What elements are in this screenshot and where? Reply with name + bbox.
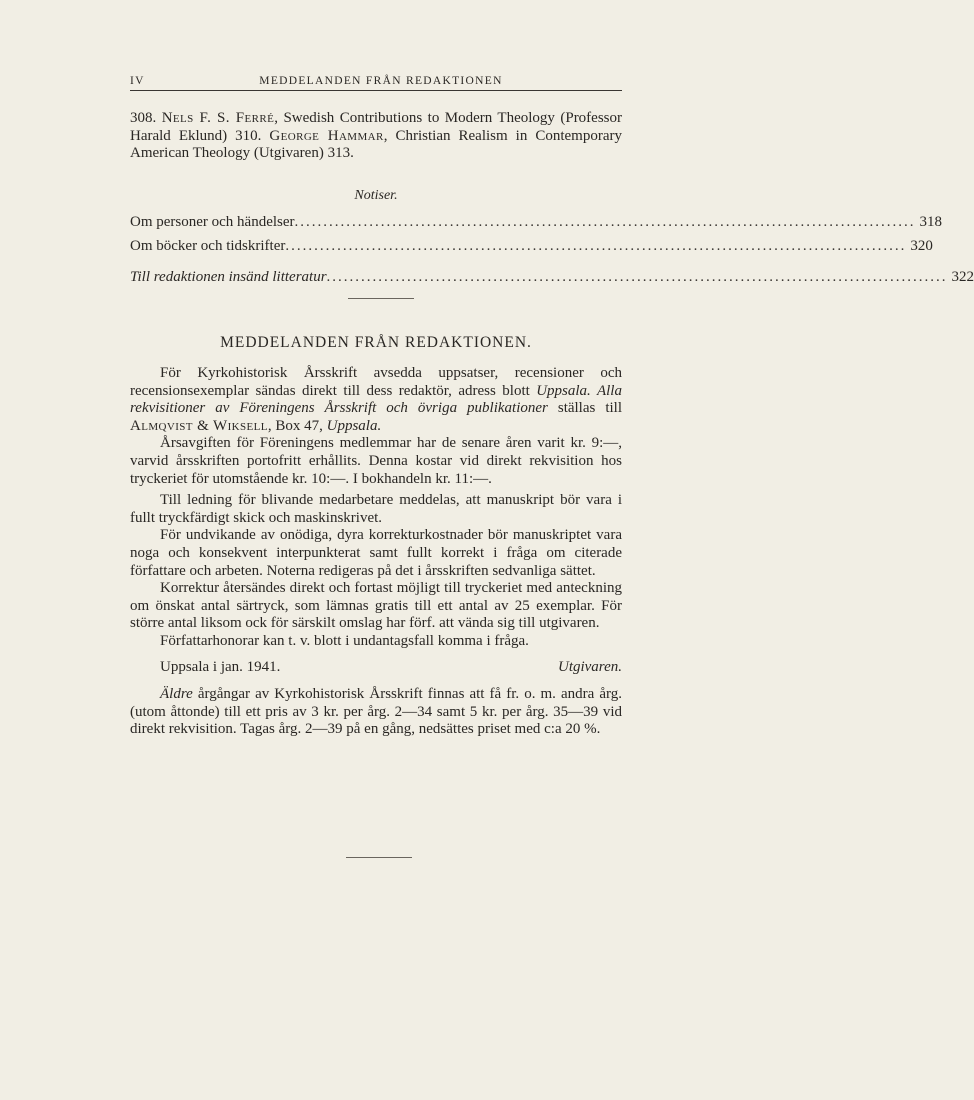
end-divider xyxy=(346,857,412,858)
paragraph: För Kyrkohistorisk Årsskrift avsedda uppsatser, recensioner och recensionsexemplar sändas direkt till dess redaktör, adress blott Uppsala. Alla rekvisitioner av Föreningens Årsskrift och övriga publikationer ställas till Almqvist & Wiksell, Box 47, Uppsala. xyxy=(130,365,622,434)
page-number: IV xyxy=(130,75,145,87)
toc-page: 320 xyxy=(910,237,933,254)
paragraph: Årsavgiften för Föreningens medlemmar har de senare åren varit kr. 9:—, varvid årsskriften portofritt erhållits. Denna kostar vid direkt rekvisition hos tryckeriet för utomstående kr. 10:—. I bokhandeln kr. 11:—. xyxy=(130,435,622,487)
toc-row xyxy=(130,237,933,256)
section-divider xyxy=(348,298,414,299)
leader-dots: ............................................................................................................ xyxy=(294,214,916,230)
notiser-list xyxy=(130,214,974,287)
leader-dots: ............................................................................................................ xyxy=(326,269,948,286)
section-title: MEDDELANDEN FRÅN REDAKTIONEN. xyxy=(220,334,532,351)
contents-entries: 308. Nels F. S. Ferré, Swedish Contributions to Modern Theology (Professor Harald Eklund) 310. George Hammar, Christian Realism in Contemporary American Theology (Utgivaren) 313. xyxy=(130,110,623,162)
toc-label: Om böcker och tidskrifter xyxy=(130,237,286,254)
signature-line xyxy=(130,659,622,677)
toc-page: 322 xyxy=(951,269,974,286)
toc-label: Om personer och händelser xyxy=(130,214,295,230)
paragraph: Äldre årgångar av Kyrkohistorisk Årsskrift finnas att få fr. o. m. andra årg. (utom åttonde) till ett pris av 3 kr. per årg. 2—34 samt 5 kr. per årg. 35—39 vid direkt rekvisition. Tagas årg. 2—39 på en gång, nedsättes priset med c:a 20 %. xyxy=(130,686,622,738)
notiser-heading: Notiser. xyxy=(354,188,398,203)
toc-page: 318 xyxy=(919,214,943,230)
author-name: Nels F. S. Ferré xyxy=(161,110,275,126)
toc-label: Till redaktionen insänd litteratur xyxy=(130,269,327,286)
signature: Utgivaren. xyxy=(557,658,622,675)
paragraph: Till ledning för blivande medarbetare meddelas, att manuskript bör vara i fullt tryckfärdigt skick och maskinskrivet. xyxy=(130,492,622,526)
running-title: MEDDELANDEN FRÅN REDAKTIONEN xyxy=(259,75,503,87)
paragraph: Författarhonorar kan t. v. blott i undantagsfall komma i fråga. xyxy=(160,632,529,649)
running-header xyxy=(130,75,622,91)
leader-dots: ............................................................................................................ xyxy=(285,237,907,254)
announcement-body xyxy=(130,365,622,739)
paragraph: Korrektur återsändes direkt och fortast möjligt till tryckeriet med anteckning om önskat antal särtryck, som lämnas gratis till ett antal av 25 exemplar. För större antal liksom ock för särskilt omslag har förf. att vända sig till utgivaren. xyxy=(130,580,622,632)
place-date: Uppsala i jan. 1941. xyxy=(160,658,281,675)
paragraph: För undvikande av onödiga, dyra korrekturkostnader bör manuskriptet vara noga och konsekvent interpunkterat samt fullt korrekt i fråga om citerade författare och arbeten. Noterna redigeras på det i årsskriften sedvanliga sättet. xyxy=(130,527,622,579)
toc-row xyxy=(130,214,943,232)
toc-row xyxy=(130,269,974,287)
author-name: George Hammar xyxy=(269,127,384,144)
